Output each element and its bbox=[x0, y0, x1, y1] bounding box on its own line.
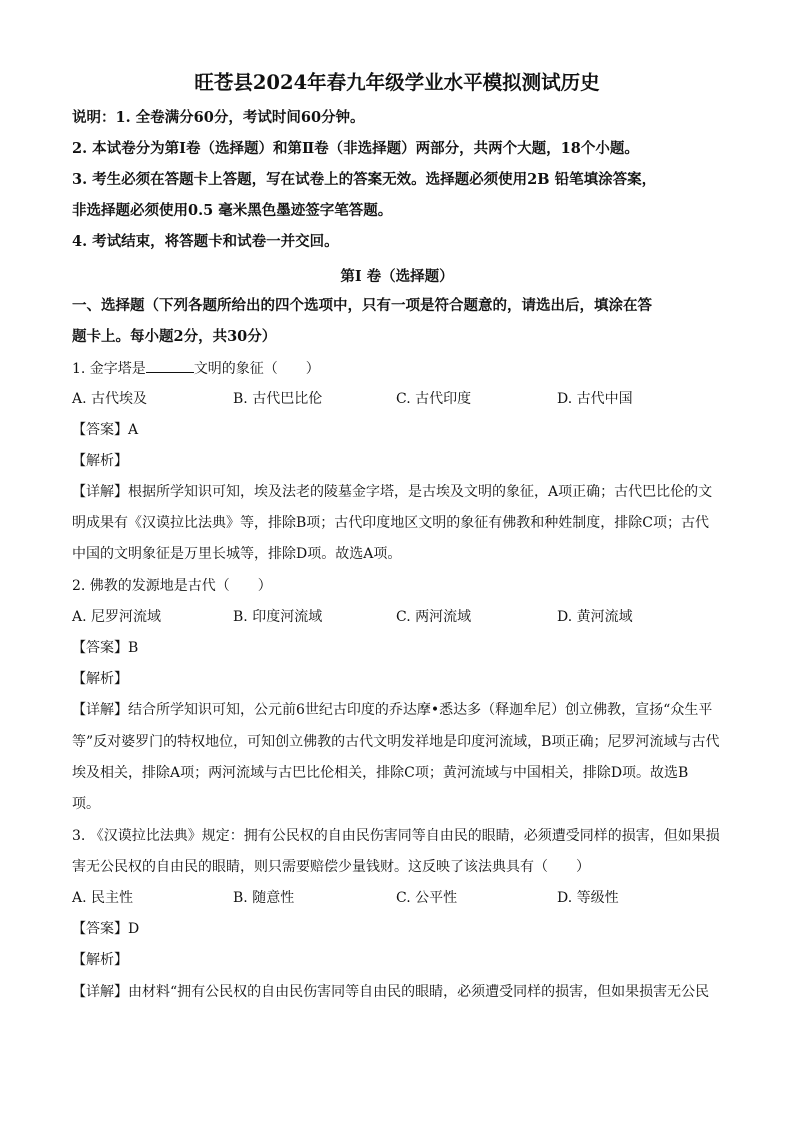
option-d: D. 古代中国 bbox=[557, 391, 633, 407]
option-a: A. 古代埃及 bbox=[72, 391, 148, 407]
instruction-line: 3. 考生必须在答题卡上答题，写在试卷上的答案无效。选择题必须使用2B 铅笔填涂答案， bbox=[72, 171, 657, 188]
option-c: C. 两河流域 bbox=[396, 609, 472, 625]
detail-line: 中国的文明象征是万里长城等，排除D项。故选A项。 bbox=[72, 546, 402, 562]
question-stem: 3. 《汉谟拉比法典》规定：拥有公民权的自由民伤害同等自由民的眼睛，必须遭受同样的损害，但如果损 bbox=[72, 828, 720, 844]
answer: 【答案】A bbox=[72, 422, 139, 438]
detail-line: 项。 bbox=[72, 796, 100, 812]
section-title: 第Ⅰ 卷（选择题） bbox=[340, 268, 454, 285]
detail-line: 明成果有《汉谟拉比法典》等，排除B项；古代印度地区文明的象征有佛教和种姓制度，排除C项；古代 bbox=[72, 515, 709, 531]
instruction-line: 2. 本试卷分为第Ⅰ卷（选择题）和第Ⅱ卷（非选择题）两部分，共两个大题，18个小题。 bbox=[72, 140, 639, 157]
option-d: D. 黄河流域 bbox=[557, 609, 633, 625]
option-a: A. 民主性 bbox=[72, 890, 134, 906]
option-c: C. 古代印度 bbox=[396, 391, 472, 407]
detail-line: 埃及相关，排除A项；两河流域与古巴比伦相关，排除C项；黄河流域与中国相关，排除D项。故选B bbox=[72, 765, 689, 781]
detail-line: 【详解】结合所学知识可知，公元前6世纪古印度的乔达摩•悉达多（释迦牟尼）创立佛教，宣扬“众生平 bbox=[72, 702, 713, 718]
part-heading: 一、选择题（下列各题所给出的四个选项中，只有一项是符合题意的，请选出后，填涂在答 bbox=[72, 297, 652, 314]
option-d: D. 等级性 bbox=[557, 890, 619, 906]
instruction-line: 非选择题必须使用0.5 毫米黑色墨迹签字笔答题。 bbox=[72, 202, 393, 219]
stem-text: 1. 金字塔是 bbox=[72, 361, 146, 377]
option-b: B. 古代巴比伦 bbox=[233, 391, 323, 407]
detail-line: 【详解】根据所学知识可知，埃及法老的陵墓金字塔，是古埃及文明的象征，A项正确；古代巴比伦的文 bbox=[72, 484, 713, 500]
option-c: C. 公平性 bbox=[396, 890, 458, 906]
instruction-line: 说明：1. 全卷满分60分，考试时间60分钟。 bbox=[72, 109, 365, 126]
detail-line: 等”反对婆罗门的特权地位，可知创立佛教的古代文明发祥地是印度河流域，B项正确；尼罗河流域与古代 bbox=[72, 734, 720, 750]
instruction-line: 4. 考试结束，将答题卡和试卷一并交回。 bbox=[72, 233, 339, 250]
analysis-label: 【解析】 bbox=[72, 453, 128, 469]
option-b: B. 随意性 bbox=[233, 890, 295, 906]
option-b: B. 印度河流域 bbox=[233, 609, 323, 625]
answer: 【答案】B bbox=[72, 640, 139, 656]
question-stem: 害无公民权的自由民的眼睛，则只需要赔偿少量钱财。这反映了该法典具有（ ） bbox=[72, 859, 590, 875]
analysis-label: 【解析】 bbox=[72, 952, 128, 968]
option-a: A. 尼罗河流域 bbox=[72, 609, 162, 625]
fill-blank bbox=[146, 358, 194, 373]
detail-line: 【详解】由材料“拥有公民权的自由民伤害同等自由民的眼睛，必须遭受同样的损害，但如果损害无公民 bbox=[72, 984, 710, 1000]
part-heading: 题卡上。每小题2分，共30分） bbox=[72, 328, 277, 345]
stem-text: 文明的象征（ ） bbox=[193, 361, 320, 377]
question-stem bbox=[72, 358, 320, 379]
page-title: 旺苍县2024年春九年级学业水平模拟测试历史 bbox=[194, 71, 600, 94]
analysis-label: 【解析】 bbox=[72, 671, 128, 687]
answer: 【答案】D bbox=[72, 921, 140, 937]
question-stem: 2. 佛教的发源地是古代（ ） bbox=[72, 578, 272, 594]
